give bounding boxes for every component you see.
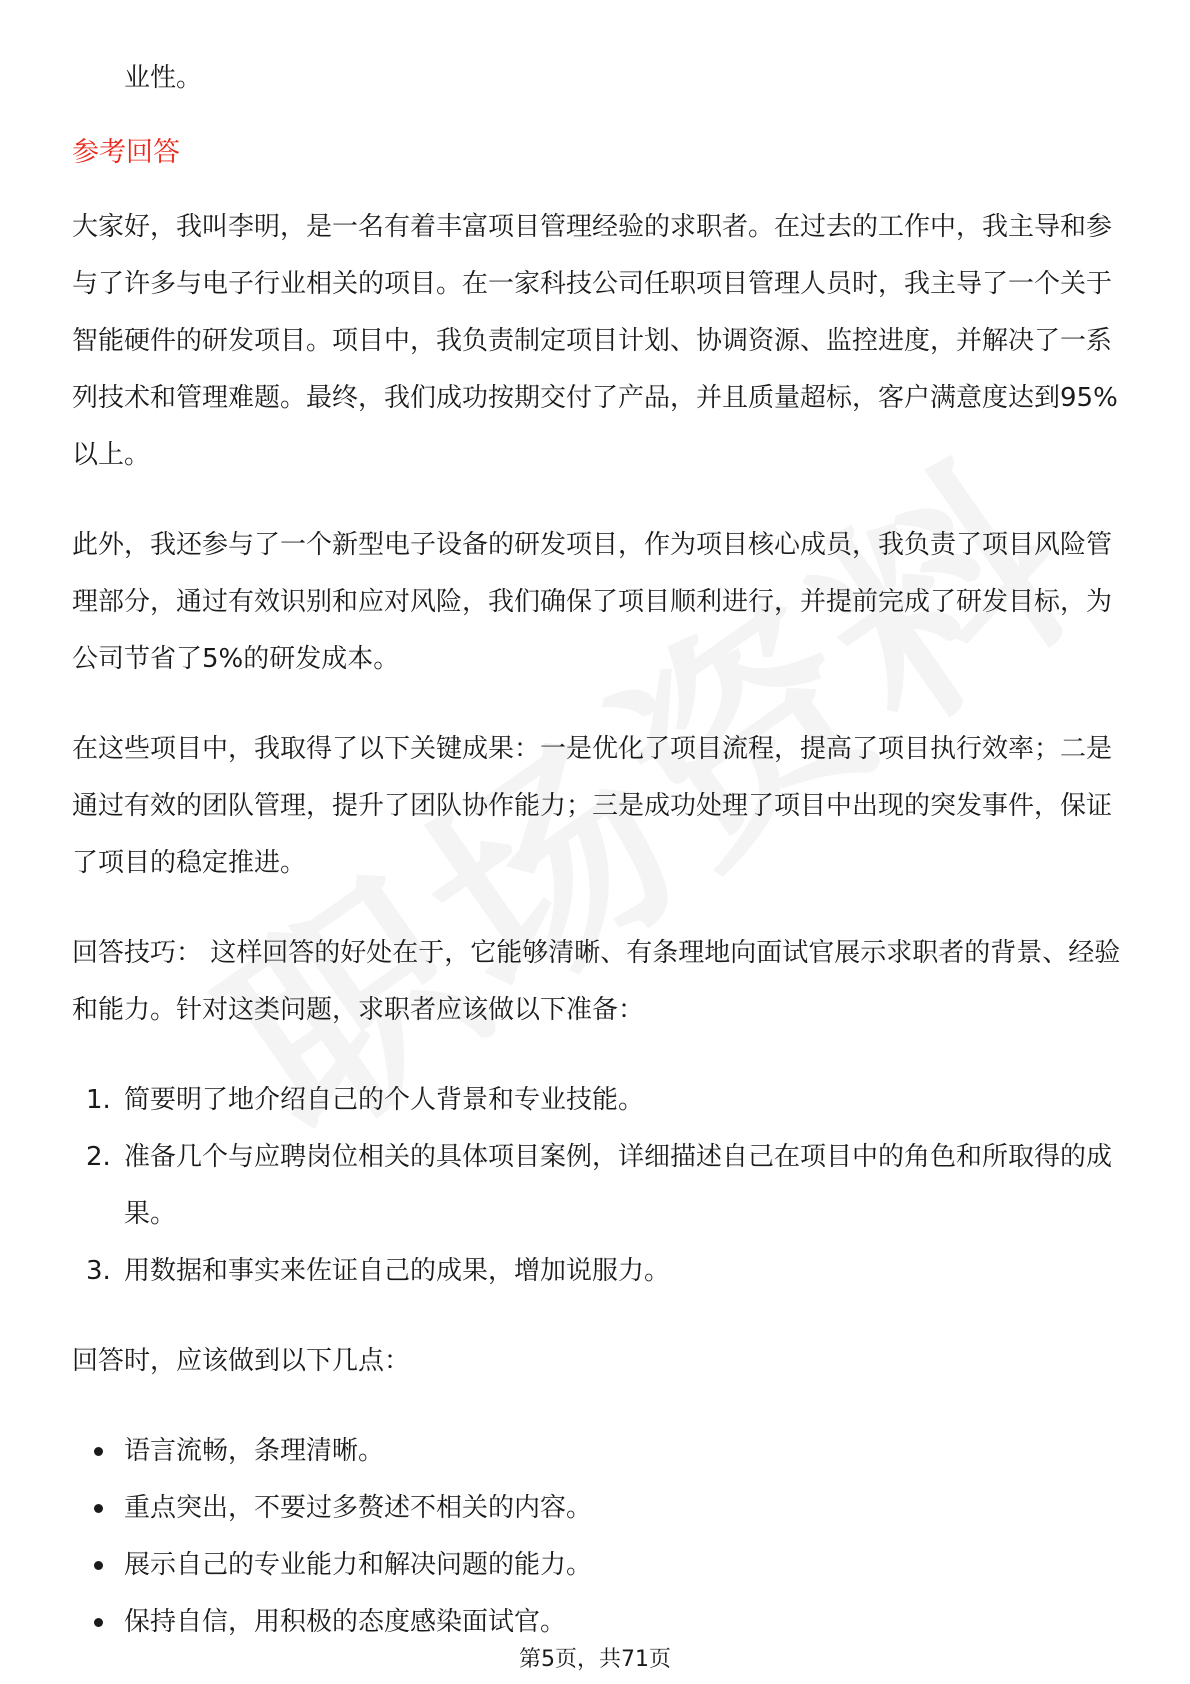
- list-item: [72, 1537, 1122, 1594]
- list-item: [72, 1072, 1122, 1129]
- list-item-text: 语言流畅，条理清晰。: [124, 1436, 385, 1466]
- list-item-text: 保持自信，用积极的态度感染面试官。: [124, 1607, 567, 1637]
- tips-paragraph: 回答技巧： 这样回答的好处在于，它能够清晰、有条理地向面试官展示求职者的背景、经验和能力。针对这类问题，求职者应该做以下准备：: [72, 938, 1121, 1025]
- list-number: 2.: [86, 1142, 111, 1172]
- bullet-icon: [94, 1447, 103, 1456]
- key-points-list: [72, 1423, 1122, 1651]
- answer-paragraph-2: 此外，我还参与了一个新型电子设备的研发项目，作为项目核心成员，我负责了项目风险管理部分，通过有效识别和应对风险，我们确保了项目顺利进行，并提前完成了研发目标，为公司节省了5%的研发成本。: [72, 530, 1113, 674]
- page-content: [72, 50, 1122, 1651]
- list-item-text: 用数据和事实来佐证自己的成果，增加说服力。: [124, 1256, 671, 1286]
- list-item: [72, 1243, 1122, 1300]
- list-item: [72, 1129, 1122, 1243]
- list-item-text: 重点突出，不要过多赘述不相关的内容。: [124, 1493, 593, 1523]
- list-item: [72, 1423, 1122, 1480]
- preparation-list: [72, 1072, 1122, 1300]
- answer-paragraph-1: 大家好，我叫李明，是一名有着丰富项目管理经验的求职者。在过去的工作中，我主导和参与了许多与电子行业相关的项目。在一家科技公司任职项目管理人员时，我主导了一个关于智能硬件的研发项目。项目中，我负责制定项目计划、协调资源、监控进度，并解决了一系列技术和管理难题。最终，我们成功按期交付了产品，并且质量超标，客户满意度达到95%以上。: [72, 212, 1118, 470]
- list-number: 1.: [86, 1085, 111, 1115]
- section-heading: 参考回答: [72, 137, 180, 168]
- list-number: 3.: [86, 1256, 111, 1286]
- bullet-icon: [94, 1504, 103, 1513]
- answer-paragraph-3: 在这些项目中，我取得了以下关键成果：一是优化了项目流程，提高了项目执行效率；二是通过有效的团队管理，提升了团队协作能力；三是成功处理了项目中出现的突发事件，保证了项目的稳定推进。: [72, 734, 1113, 878]
- bullet-icon: [94, 1618, 103, 1627]
- list-item-text: 简要明了地介绍自己的个人背景和专业技能。: [124, 1085, 645, 1115]
- answer-intro: 回答时，应该做到以下几点：: [72, 1346, 411, 1376]
- page-footer: 第5页，共71页: [519, 1647, 671, 1672]
- list-item: [72, 1480, 1122, 1537]
- list-item-text: 准备几个与应聘岗位相关的具体项目案例，详细描述自己在项目中的角色和所取得的成果。: [124, 1142, 1113, 1229]
- list-item-text: 展示自己的专业能力和解决问题的能力。: [124, 1550, 593, 1580]
- bullet-icon: [94, 1561, 103, 1570]
- continued-text: 业性。: [124, 63, 203, 93]
